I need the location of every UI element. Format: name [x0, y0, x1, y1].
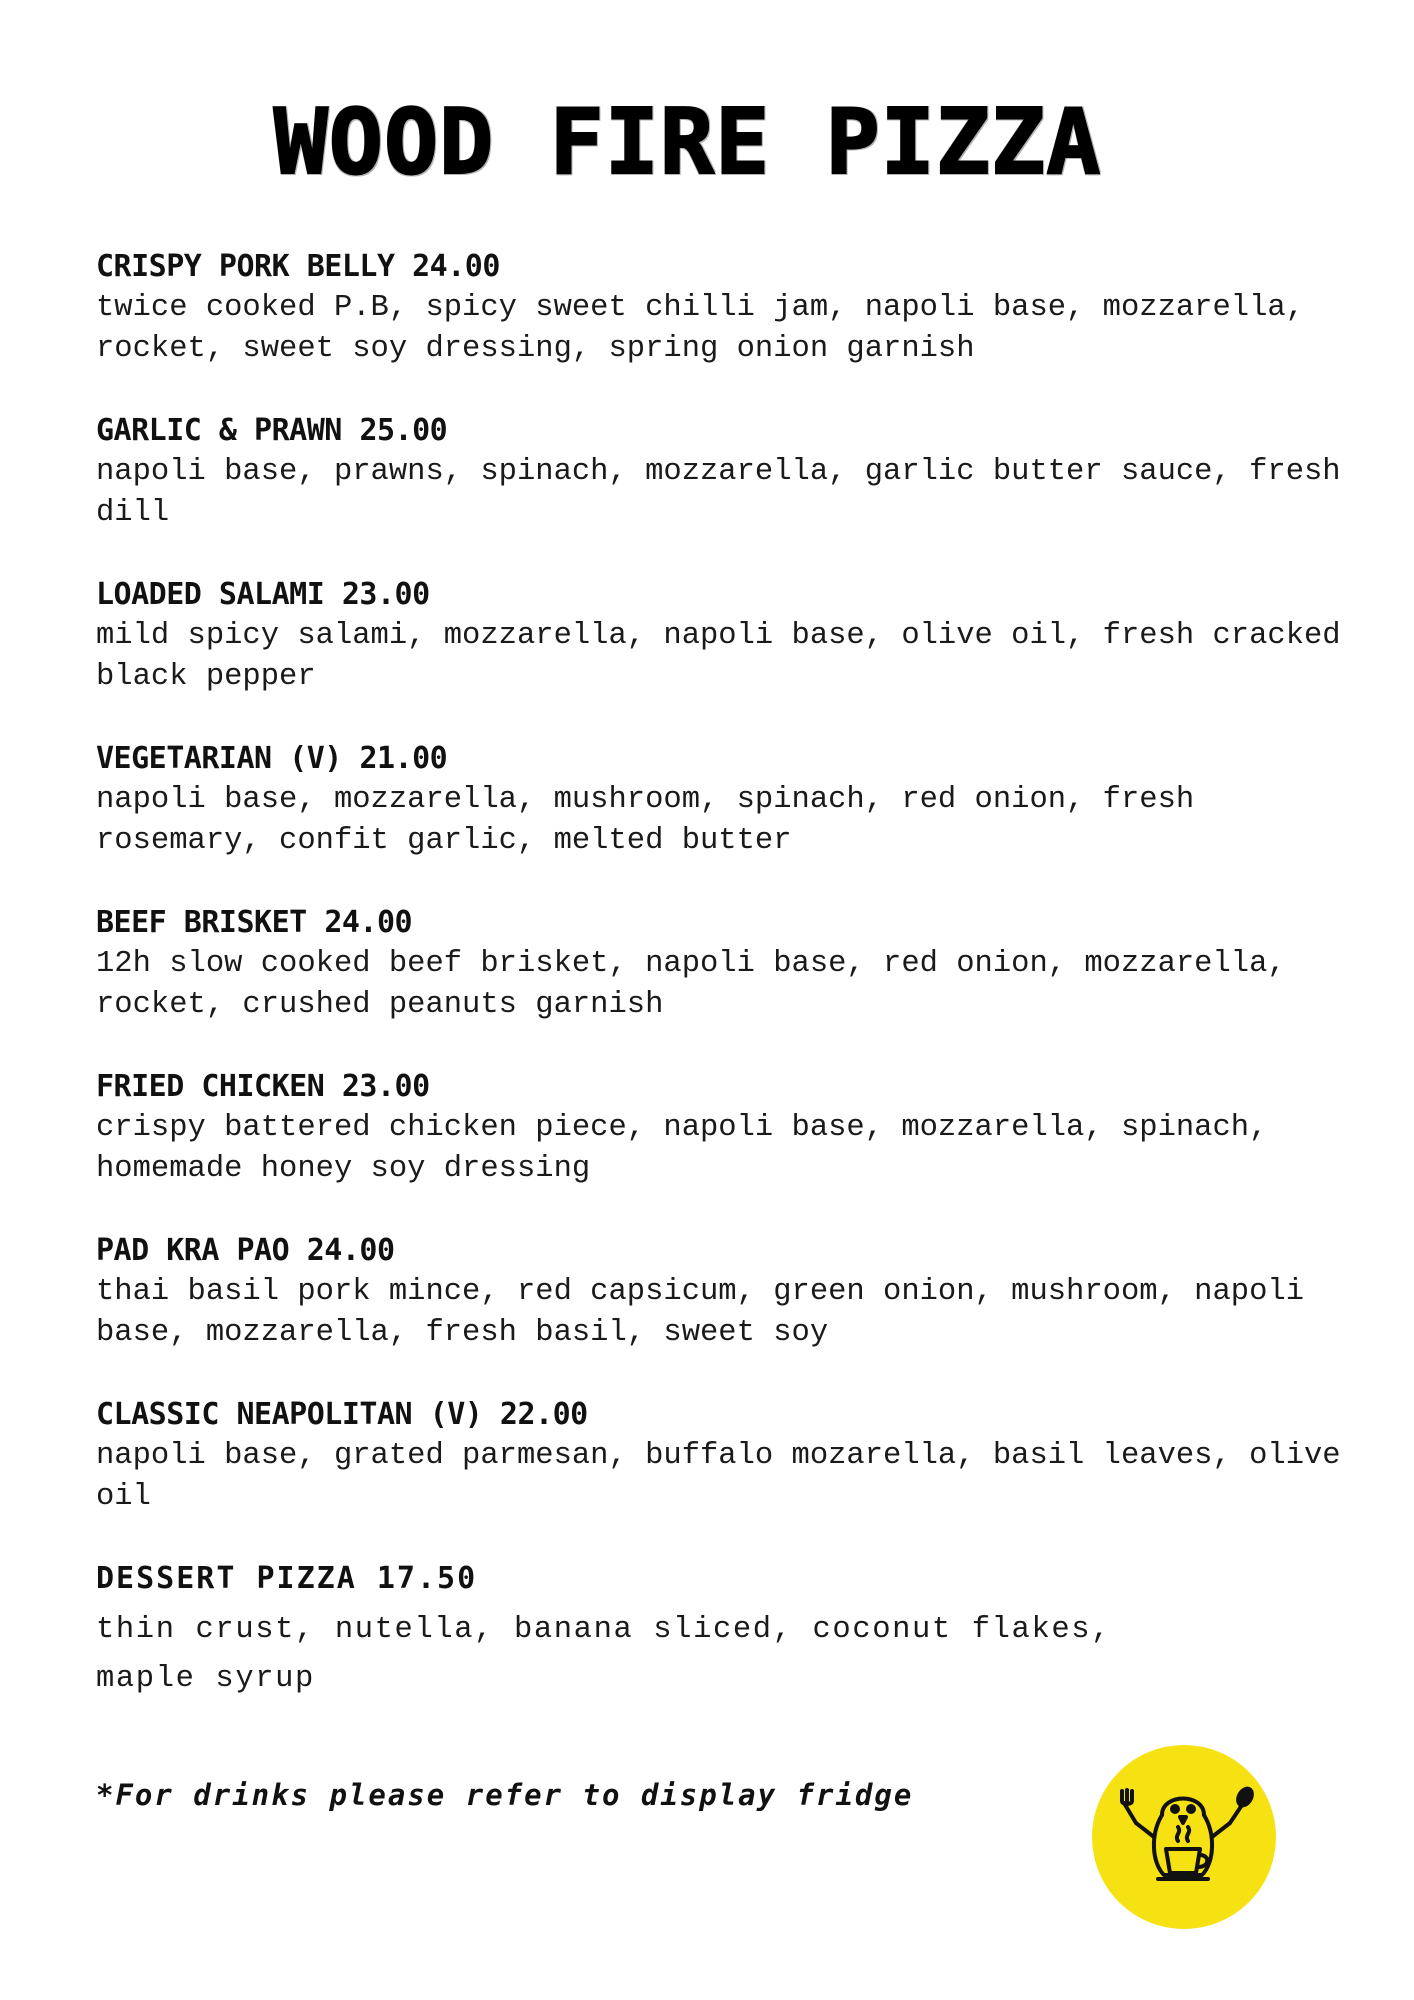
- menu-item-heading: [96, 1230, 1356, 1272]
- menu-item-price: 17.50: [376, 1561, 478, 1596]
- menu-item: [96, 1230, 1356, 1354]
- menu-title: WOOD FIRE PIZZA: [273, 90, 1102, 195]
- menu-item-description: napoli base, prawns, spinach, mozzarella, garlic butter sauce, fresh dill: [96, 455, 1341, 530]
- menu-item-price: 24.00: [412, 249, 500, 284]
- menu-item-heading: [96, 574, 1356, 616]
- menu-item-price: 23.00: [341, 1069, 430, 1104]
- menu-item-name: FRIED CHICKEN: [96, 1069, 325, 1104]
- menu-item-name: PAD KRA PAO: [96, 1233, 290, 1268]
- menu-item: [96, 1066, 1356, 1190]
- menu-item-price: 23.00: [341, 577, 430, 612]
- menu-item: [96, 1558, 1356, 1704]
- menu-item: [96, 902, 1356, 1026]
- penguin-icon: [1092, 1745, 1276, 1929]
- menu-item: [96, 246, 1356, 370]
- menu-item-heading: [96, 902, 1356, 944]
- menu-item-name: CLASSIC NEAPOLITAN (V): [96, 1397, 483, 1432]
- menu-item-description: napoli base, mozzarella, mushroom, spinach, red onion, fresh rosemary, confit garlic, melted butter: [96, 783, 1195, 858]
- menu-item-description: crispy battered chicken piece, napoli base, mozzarella, spinach, homemade honey soy dressing: [96, 1111, 1268, 1186]
- menu-item-description: thin crust, nutella, banana sliced, coconut flakes, maple syrup: [96, 1613, 1112, 1696]
- menu-item-heading: [96, 738, 1356, 780]
- menu-item-name: LOADED SALAMI: [96, 577, 325, 612]
- menu-item-name: GARLIC & PRAWN: [96, 413, 342, 448]
- menu-item-heading: [96, 410, 1356, 452]
- drinks-note: *For drinks please refer to display fridge: [96, 1778, 914, 1812]
- menu-item-name: DESSERT PIZZA: [96, 1561, 357, 1596]
- menu-item-heading: [96, 246, 1356, 288]
- menu-item-description: napoli base, grated parmesan, buffalo mozarella, basil leaves, olive oil: [96, 1439, 1341, 1514]
- menu-item: [96, 410, 1356, 534]
- menu-item-description: 12h slow cooked beef brisket, napoli base, red onion, mozzarella, rocket, crushed peanuts garnish: [96, 947, 1286, 1022]
- menu-item-description: thai basil pork mince, red capsicum, green onion, mushroom, napoli base, mozzarella, fresh basil, sweet soy: [96, 1275, 1304, 1350]
- menu-item: [96, 574, 1356, 698]
- menu-item-price: 24.00: [306, 1233, 395, 1268]
- menu-list: [96, 246, 1356, 1744]
- menu-item-heading: [96, 1394, 1356, 1436]
- menu-item-price: 24.00: [324, 905, 413, 940]
- menu-item-description: mild spicy salami, mozzarella, napoli base, olive oil, fresh cracked black pepper: [96, 619, 1341, 694]
- menu-item: [96, 738, 1356, 862]
- menu-item-price: 21.00: [359, 741, 448, 776]
- menu-item-name: VEGETARIAN (V): [96, 741, 342, 776]
- menu-item-price: 25.00: [359, 413, 448, 448]
- menu-item-heading: [96, 1558, 1356, 1600]
- menu-item-description: twice cooked P.B, spicy sweet chilli jam, napoli base, mozzarella, rocket, sweet soy dressing, spring onion garnish: [96, 291, 1304, 366]
- menu-item-name: CRISPY PORK BELLY: [96, 249, 395, 284]
- menu-item: [96, 1394, 1356, 1518]
- menu-item-price: 22.00: [499, 1397, 588, 1432]
- penguin-cafe-logo: [1092, 1745, 1276, 1929]
- menu-item-heading: [96, 1066, 1356, 1108]
- menu-item-name: BEEF BRISKET: [96, 905, 307, 940]
